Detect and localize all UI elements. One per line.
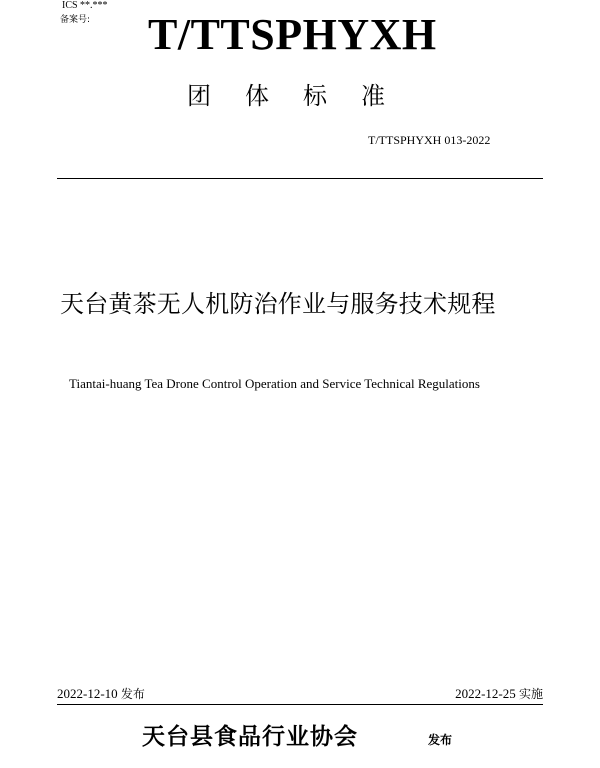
- publisher-suffix: 发布: [428, 733, 453, 747]
- bottom-divider: [57, 704, 543, 705]
- publisher-name: 天台县食品行业协会: [142, 724, 358, 750]
- standard-number: T/TTSPHYXH 013-2022: [368, 133, 491, 147]
- top-divider: [57, 178, 543, 179]
- ics-code: ICS **.***: [62, 0, 108, 11]
- issue-date-label: 发布: [120, 687, 145, 701]
- standard-type-label: 团体标准: [187, 82, 419, 110]
- document-title-english: Tiantai-huang Tea Drone Control Operation and Service Technical Regulations: [69, 376, 480, 391]
- effective-date: [455, 684, 543, 704]
- effective-date-value: 2022-12-25: [455, 686, 516, 701]
- filing-number-label: 备案号:: [60, 15, 91, 25]
- effective-date-label: 实施: [518, 687, 543, 701]
- organization-code-heading: T/TTSPHYXH: [148, 10, 437, 59]
- issue-date-value: 2022-12-10: [57, 686, 118, 701]
- document-title-chinese: 天台黄茶无人机防治作业与服务技术规程: [60, 290, 496, 318]
- issue-date: [57, 684, 145, 704]
